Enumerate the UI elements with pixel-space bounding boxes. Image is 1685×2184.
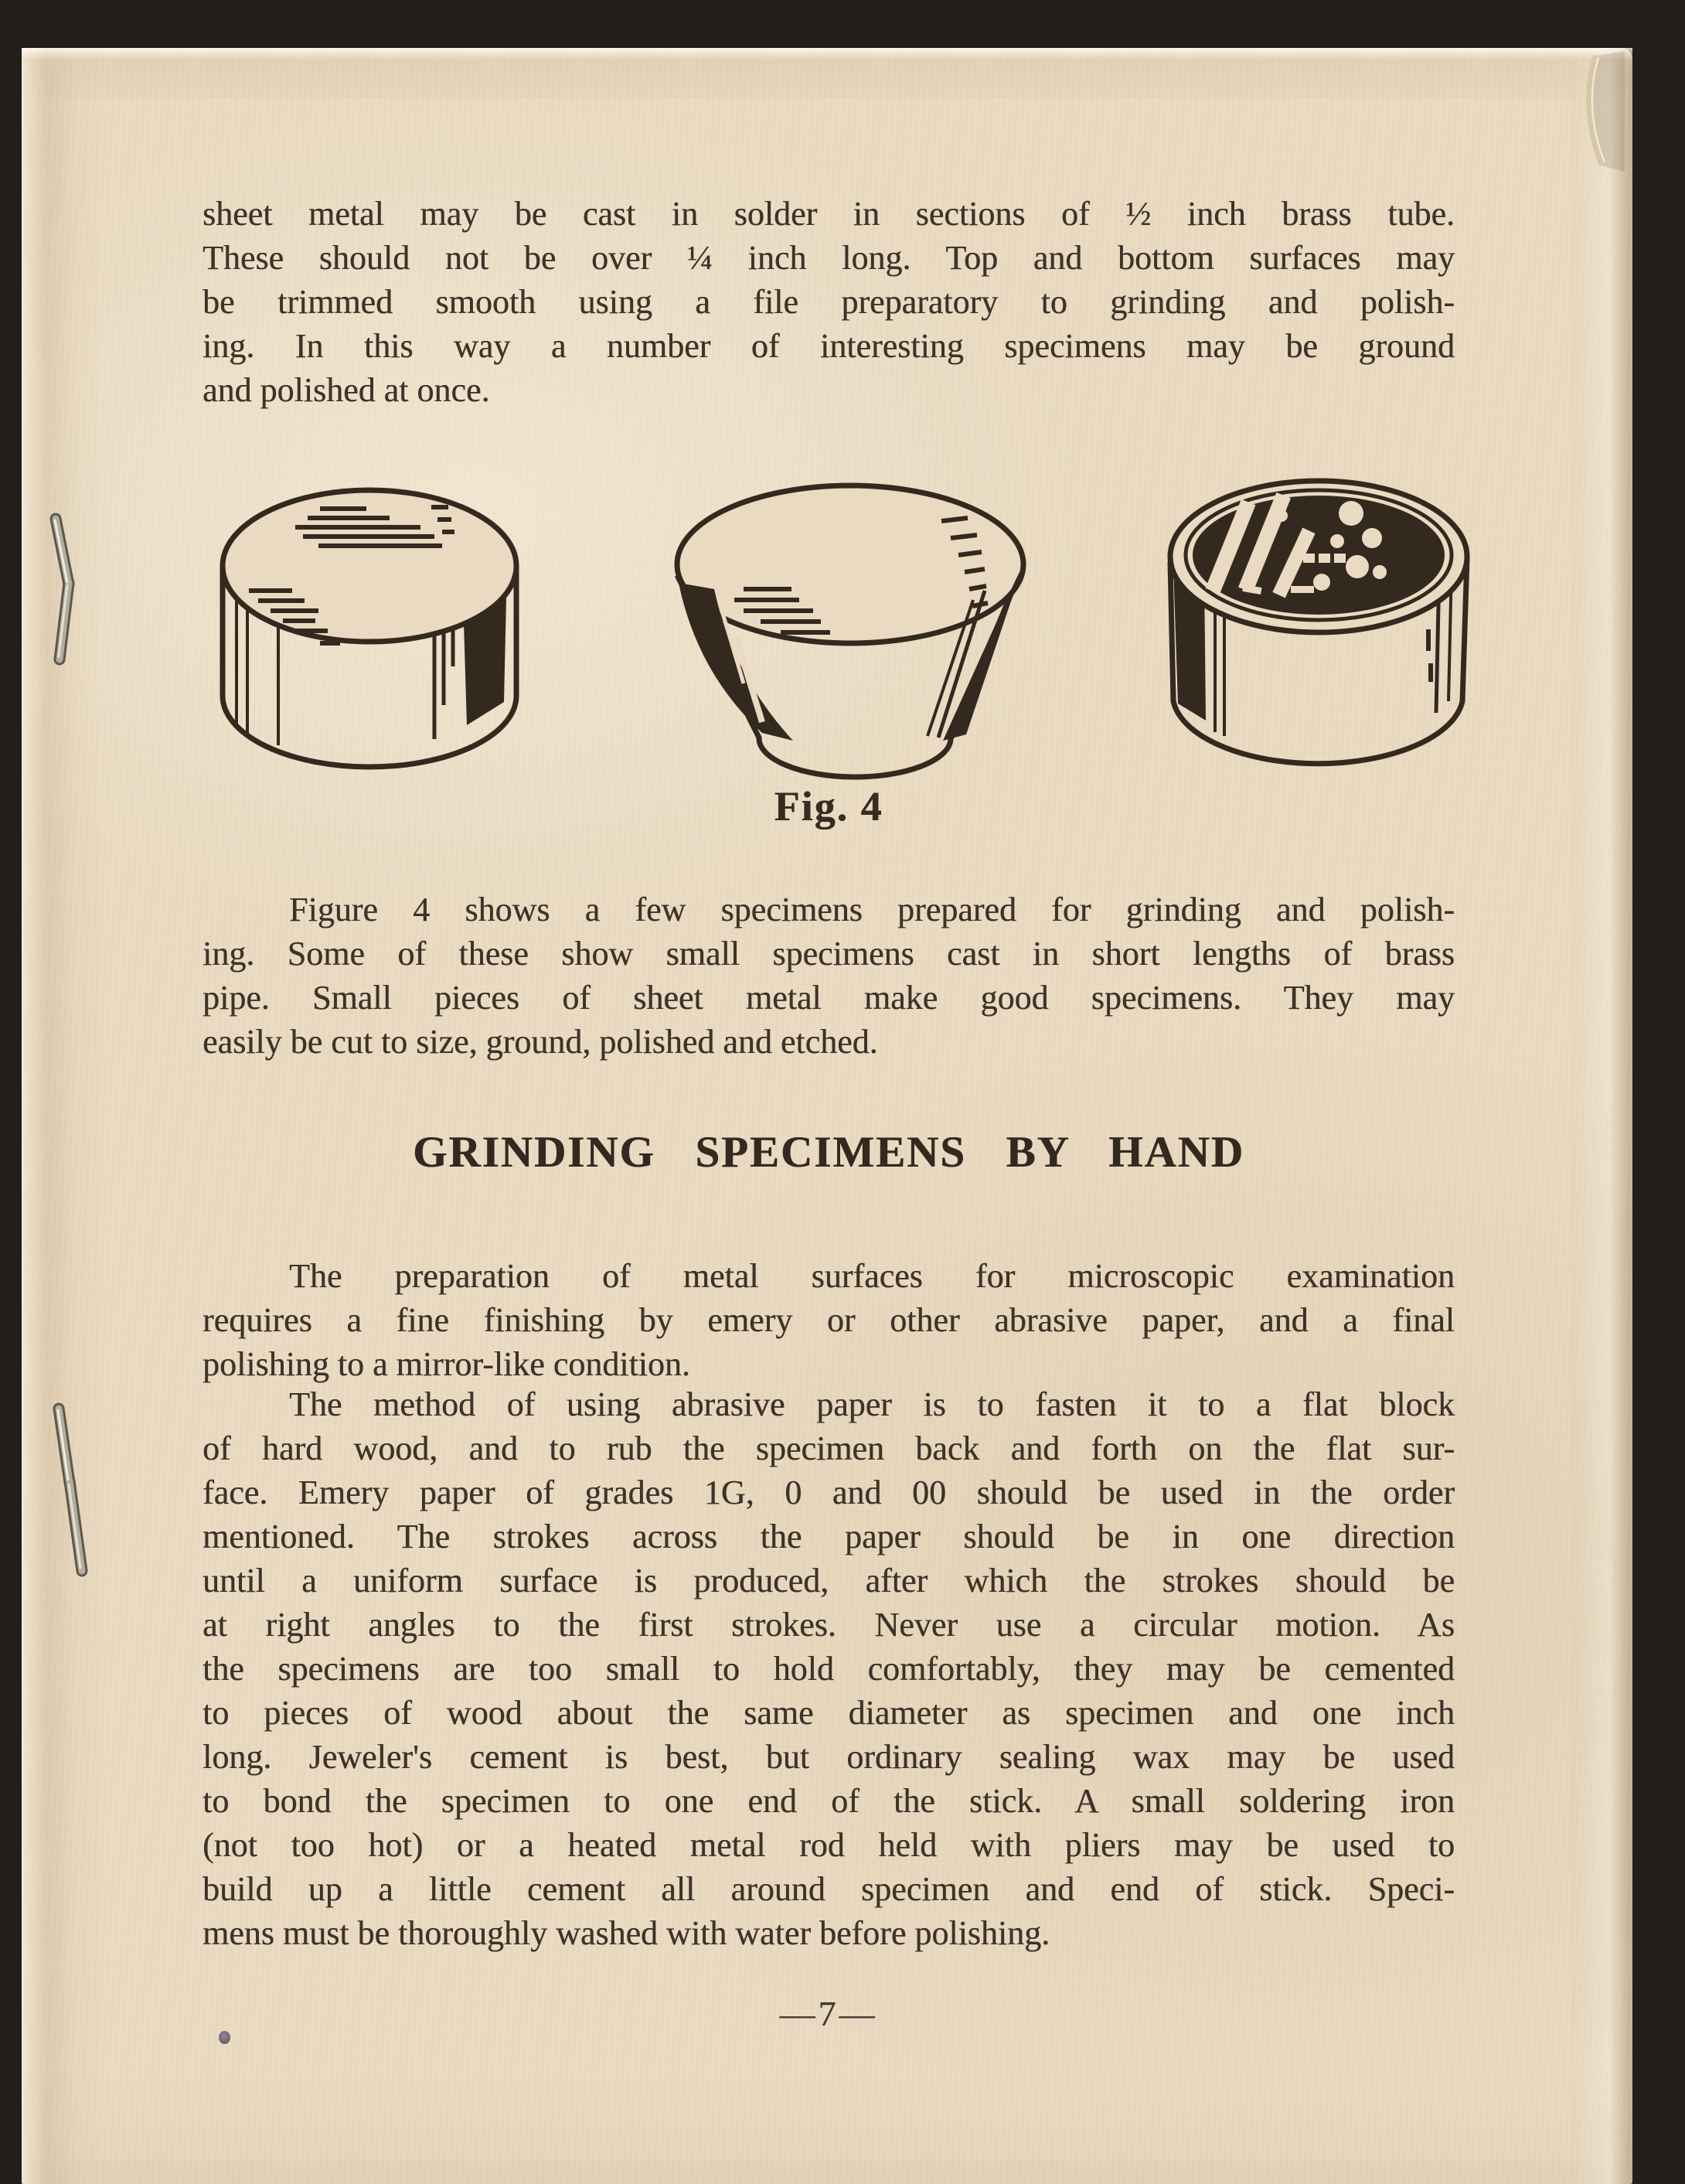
- specimen-tapered-cylinder: [677, 486, 1023, 777]
- text-line: until a uniform surface is produced, after which the strokes should be: [203, 1562, 1455, 1600]
- paragraph-figure-description: [203, 888, 1455, 1064]
- text-line: long. Jeweler's cement is best, but ordinary sealing wax may be used: [203, 1738, 1455, 1776]
- text-line: build up a little cement all around specimen and end of stick. Speci-: [203, 1870, 1455, 1908]
- text-line: to bond the specimen to one end of the stick. A small soldering iron: [203, 1782, 1455, 1820]
- page-top-edge-highlight: [22, 48, 1632, 68]
- text-line: at right angles to the first strokes. Never use a circular motion. As: [203, 1606, 1455, 1644]
- text-line: the specimens are too small to hold comfortably, they may be cemented: [203, 1650, 1455, 1688]
- section-heading: GRINDING SPECIMENS BY HAND: [413, 1128, 1244, 1177]
- text-line: mentioned. The strokes across the paper should be in one direction: [203, 1518, 1455, 1555]
- text-line: of hard wood, and to rub the specimen back and forth on the flat sur-: [203, 1429, 1455, 1467]
- text-line: easily be cut to size, ground, polished and etched.: [203, 1023, 878, 1061]
- page-right-fold-highlight: [1559, 48, 1632, 2184]
- text-line: Figure 4 shows a few specimens prepared for grinding and polish-: [289, 891, 1455, 928]
- figure-caption: Fig. 4: [774, 783, 883, 830]
- text-line: sheet metal may be cast in solder in sections of ½ inch brass tube.: [203, 195, 1455, 233]
- specimen-filled-cylinder: [1170, 481, 1467, 764]
- text-line: requires a fine finishing by emery or other abrasive paper, and a final: [203, 1301, 1455, 1339]
- text-line: The method of using abrasive paper is to fasten it to a flat block: [289, 1385, 1455, 1423]
- text-line: ing. Some of these show small specimens cast in short lengths of brass: [203, 935, 1455, 973]
- staple-bottom-icon: [40, 1399, 102, 1581]
- text-line: (not too hot) or a heated metal rod held with pliers may be used to: [203, 1826, 1455, 1864]
- text-line: to pieces of wood about the same diameter as specimen and one inch: [203, 1694, 1455, 1732]
- page-number: —7—: [779, 1994, 878, 2033]
- text-line: polishing to a mirror-like condition.: [203, 1345, 690, 1383]
- text-line: be trimmed smooth using a file preparatory to grinding and polish-: [203, 283, 1455, 321]
- specimen-straight-cylinder: [223, 490, 516, 767]
- page-left-edge-highlight: [22, 48, 77, 2184]
- ink-speck: [219, 2031, 230, 2044]
- figure-4-illustration: [203, 473, 1486, 782]
- text-line: pipe. Small pieces of sheet metal make good specimens. They may: [203, 979, 1455, 1017]
- paragraph-grinding-method: [203, 1382, 1455, 1955]
- paragraph-continued-from-previous-page: [203, 192, 1455, 412]
- staple-top-icon: [34, 506, 96, 673]
- text-line: These should not be over ¼ inch long. Top and bottom surfaces may: [203, 239, 1455, 277]
- text-line: and polished at once.: [203, 371, 490, 409]
- text-line: face. Emery paper of grades 1G, 0 and 00 should be used in the order: [203, 1474, 1455, 1511]
- page-corner-crease: [1560, 51, 1637, 182]
- text-line: The preparation of metal surfaces for microscopic examination: [289, 1257, 1455, 1295]
- text-line: mens must be thoroughly washed with water before polishing.: [203, 1914, 1050, 1952]
- text-line: ing. In this way a number of interesting specimens may be ground: [203, 327, 1455, 365]
- paragraph-preparation-intro: [203, 1254, 1455, 1386]
